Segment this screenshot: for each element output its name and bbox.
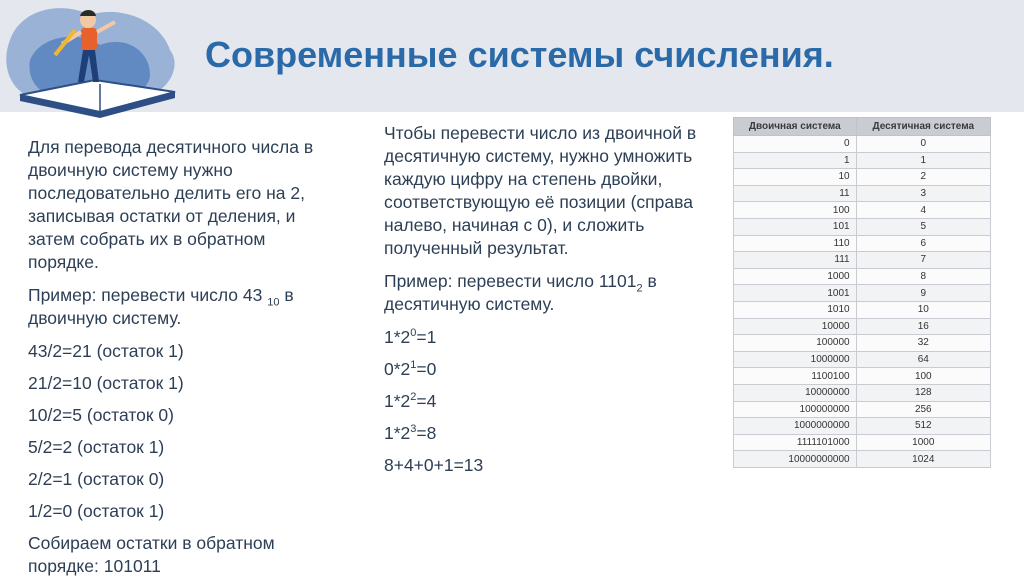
decimal-cell: 5 bbox=[856, 218, 990, 235]
left-conclusion: Собираем остатки в обратном порядке: 101011 bbox=[28, 533, 275, 576]
left-intro: Для перевода десятичного числа в двоичную систему нужно последовательно делить его на 2, записывая остатки от деления, и затем собрать их в обратном порядке. bbox=[28, 137, 314, 272]
table-row bbox=[734, 218, 991, 235]
decimal-cell: 100 bbox=[856, 368, 990, 385]
binary-cell: 100 bbox=[734, 202, 857, 219]
table-row bbox=[734, 451, 991, 468]
binary-cell: 10000000 bbox=[734, 384, 857, 401]
decimal-cell: 8 bbox=[856, 268, 990, 285]
decimal-cell: 512 bbox=[856, 418, 990, 435]
binary-cell: 100000000 bbox=[734, 401, 857, 418]
table-row bbox=[734, 384, 991, 401]
power-step: $1*2^0=1$ bbox=[384, 327, 437, 347]
table-row bbox=[734, 335, 991, 352]
binary-cell: 10000 bbox=[734, 318, 857, 335]
table-row bbox=[734, 202, 991, 219]
decimal-cell: 32 bbox=[856, 335, 990, 352]
table-row bbox=[734, 185, 991, 202]
division-step: 5/2=2 (остаток 1) bbox=[28, 437, 165, 457]
middle-column bbox=[384, 122, 714, 486]
decimal-cell: 64 bbox=[856, 351, 990, 368]
decimal-cell: 7 bbox=[856, 252, 990, 269]
binary-cell: 1111101000 bbox=[734, 434, 857, 451]
binary-cell: 10 bbox=[734, 169, 857, 186]
table-row bbox=[734, 136, 991, 153]
division-step: 2/2=1 (остаток 0) bbox=[28, 469, 165, 489]
decimal-cell: 1 bbox=[856, 152, 990, 169]
sum-result: 8+4+0+1=13 bbox=[384, 455, 484, 475]
binary-cell: 11 bbox=[734, 185, 857, 202]
decimal-cell: 9 bbox=[856, 285, 990, 302]
left-example: Пример: перевести число 43 $_{10}$ в двоичную систему. bbox=[28, 285, 294, 328]
binary-cell: 0 bbox=[734, 136, 857, 153]
power-step: $1*2^3=8$ bbox=[384, 423, 437, 443]
division-step: 21/2=10 (остаток 1) bbox=[28, 373, 184, 393]
division-step: 10/2=5 (остаток 0) bbox=[28, 405, 174, 425]
left-column bbox=[28, 136, 338, 588]
binary-cell: 110 bbox=[734, 235, 857, 252]
division-step: 1/2=0 (остаток 1) bbox=[28, 501, 165, 521]
table-row bbox=[734, 401, 991, 418]
power-step: $1*2^2=4$ bbox=[384, 391, 437, 411]
decimal-cell: 128 bbox=[856, 384, 990, 401]
table-header-decimal: Десятичная система bbox=[856, 118, 990, 136]
book-reader-illustration bbox=[0, 0, 200, 130]
middle-example: Пример: перевести число $1101_2$ в десятичную систему. bbox=[384, 271, 657, 314]
binary-cell: 101 bbox=[734, 218, 857, 235]
decimal-cell: 2 bbox=[856, 169, 990, 186]
table-row bbox=[734, 351, 991, 368]
middle-intro: Чтобы перевести число из двоичной в десятичную систему, нужно умножить каждую цифру на степень двойки, соответствующую её позиции (справа налево, начиная с 0), и сложить полученный результат. bbox=[384, 123, 697, 258]
decimal-cell: 256 bbox=[856, 401, 990, 418]
power-step: $0*2^1=0$ bbox=[384, 359, 437, 379]
decimal-cell: 3 bbox=[856, 185, 990, 202]
binary-cell: 1000000000 bbox=[734, 418, 857, 435]
decimal-cell: 6 bbox=[856, 235, 990, 252]
table-row bbox=[734, 152, 991, 169]
division-step: 43/2=21 (остаток 1) bbox=[28, 341, 184, 361]
binary-cell: 1100100 bbox=[734, 368, 857, 385]
binary-cell: 111 bbox=[734, 252, 857, 269]
table-row bbox=[734, 368, 991, 385]
decimal-cell: 4 bbox=[856, 202, 990, 219]
table-row bbox=[734, 418, 991, 435]
decimal-cell: 16 bbox=[856, 318, 990, 335]
table-row bbox=[734, 285, 991, 302]
binary-decimal-table bbox=[733, 117, 991, 468]
decimal-cell: 1024 bbox=[856, 451, 990, 468]
binary-cell: 1001 bbox=[734, 285, 857, 302]
page-title: Современные системы счисления. bbox=[205, 34, 834, 75]
binary-cell: 10000000000 bbox=[734, 451, 857, 468]
decimal-cell: 10 bbox=[856, 301, 990, 318]
binary-cell: 1010 bbox=[734, 301, 857, 318]
table-body bbox=[734, 136, 991, 468]
table-row bbox=[734, 301, 991, 318]
binary-cell: 1 bbox=[734, 152, 857, 169]
table-row bbox=[734, 252, 991, 269]
table-header-binary: Двоичная система bbox=[734, 118, 857, 136]
binary-cell: 1000 bbox=[734, 268, 857, 285]
decimal-cell: 1000 bbox=[856, 434, 990, 451]
table-row bbox=[734, 434, 991, 451]
table-row bbox=[734, 268, 991, 285]
table-row bbox=[734, 318, 991, 335]
table-row bbox=[734, 169, 991, 186]
table-row bbox=[734, 235, 991, 252]
decimal-cell: 0 bbox=[856, 136, 990, 153]
binary-cell: 1000000 bbox=[734, 351, 857, 368]
binary-cell: 100000 bbox=[734, 335, 857, 352]
